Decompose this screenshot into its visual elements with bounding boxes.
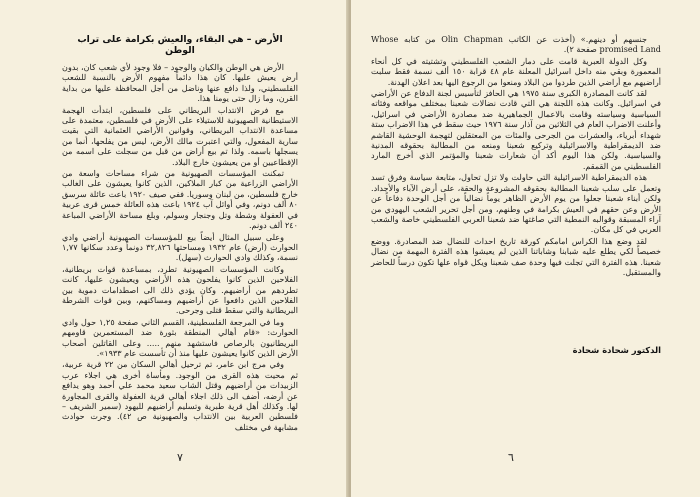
paragraph: الأرض هي الوطن والكيان والوجود – فلا وجود لأي شعب كان، بدون أرض يعيش عليها. كان هذا دائماً مفهوم الأرض بالنسبة للشعب الفلسطيني، ولذا دافع عنها وناضل من أجل المحافظة عليها من بداية القرن، وما زال حتى يومنا هذا.	[62, 62, 298, 104]
right-page	[351, 0, 700, 497]
author-signature: الدكتور شحادة شحادة	[572, 345, 661, 355]
paragraph: وفي مرج ابن عامر، تم ترحيل أهالي السكان من ٢٢ قرية عربية، ثم محيت هذه القرى من الوجود. ومأساة أخرى هي اجلاء عرب الزبيدات من أراضيهم وقتل الشاب سعيد محمد علي أحمد وهو يدافع عن أرضه، أضف الى ذلك اجلاء أهالي قرية العفولة والقرى المجاورة لها. وكذلك أهل قرية طبرية وتسليم أراضيهم لليهود (سمير الشريف – فلسطين العربية بين الانتداب والصهيونية ص ٤٢). وجرت حوادث مشابهة في مختلف	[62, 359, 299, 432]
left-page-body	[62, 62, 298, 433]
paragraph: هذه الديمقراطية الاسرائيلية التي حاولت ولا تزل تحاول، متابعة سياسة وفرق تسد وتعمل على سلب شعبنا المطالبة بحقوقه المشروعة والحقة، على أرض الآباء والأجداد. ولكن أبناء شعبنا جعلوا من يوم الأرض الظاهر يوماً نضالياً من أجل الوحدة دفاعاً عن الأرض وعن حقهم في العيش بكرامة في وطنهم، ومن أجل تحرير الشعب اليهودي من آراء المسبقة وقوالبه النمطية التي صاغتها ضد شعبنا العربي الفلسطيني خاصة والشعب العربي في كل مكان.	[371, 172, 661, 235]
paragraph: لقد كانت المصادرة الكبرى سنة ١٩٧٥ هي الحافز لتأسيس لجنة الدفاع عن الأراضي في اسرائيل. وكانت هذه اللجنة هي التي قادت نضالات شعبنا بمختلف مواقعه وفئاته السياسية وسياسته وقامت بالاعمال الجماهيرية ضد مصادرة الأراضي في اسرائيل، وأعلنت الاضراب العام في الثلاثين من آذار سنة ١٩٧٦ حيث سقط في هذا الاضراب ستة شهداء أبرياء، والعشرات من الجرحى والمئات من المعتقلين لتهجمة الوحشية القاشم ضد الديمقراطية والاسرائيلية وتركيع شعبنا ومنعه من المطالبة بحقوقه المدنية والسياسية. ولكن هذا اليوم أكد أن شعارات شعبنا والمؤتمر الذي أخرج المارد الفلسطيني من القمقم.	[371, 88, 661, 171]
paragraph: تمكنت المؤسسات الصهيونية من شراء مساحات واسعة من الأراضي الزراعية من كبار الملاكين، الذين كانوا يعيشون على الغالب خارج فلسطين، من لبنان وسوريا. ففي صيف ١٩٢٠ باعت عائلة سرسق ٨٠ ألف دونم، وفي أوائل آب ١٩٢٤ باعت هذه العائلة خمس قرى عربية في العفولة وشطة وتل وجنجار وسولم، وبلغ مساحة الأراضي المباعة ٢٤٠ ألف دونم.	[62, 168, 299, 231]
paragraph: وكل الدولة العبرية قامت على دمار الشعب الفلسطيني وتشتيته في كل أنحاء المعمورة وبقي منه داخل اسرائيل المعلنة عام ٤٨ قرابة ١٥٠ ألف نسمة فقط سلبت أراضيهم مع أراضي الذين طردوا من البلاد ومنعوا من الرجوع اليها بعد اعلان الهدنة.	[371, 55, 662, 87]
paragraph: مع فرض الانتداب البريطاني على فلسطين، ابتدأت الهجمة الاستيطانية الصهيونية للاستيلاء على الأرض في فلسطين، معتمدة على مساعدة الانتداب البريطاني، وقوانين الأراضي العثمانية التي بقيت سارية المفعول، والتي اعتبرت مالك الأرض، ليس من يفلحها، أنما من يسجلها باسمه. ولذا تم بيع أراض من قبل من سجلت على اسمه من الإقطاعيين أو من يعيشون خارج البلاد.	[62, 104, 298, 167]
paragraph: وما في المرجعة الفلسطينية، القسم الثاني صفحة ١,٢٥ حول وادي الحوارث: «قام أهالي المنطقة بثورة ضد المستعمرين قاومهم البريطانيون بالرصاص فاستشهد منهم ..... وعلى القاتلين أصحاب الأرض الذين كانوا يعيشون عليها منذ أن تأسست عام ١٩٣٣».	[62, 316, 298, 358]
left-page	[0, 0, 349, 497]
paragraph: جنسهم أو دينهم.» (أخذت عن الكاتب Olin Chapman من كتابه Whose promised Land صفحة ٢).	[371, 34, 661, 55]
page-title: الأرض – هي البقاء، والعيش بكرامة على تراب الوطن	[77, 34, 283, 56]
paragraph: وعلى سبيل المثال أيضاً بيع للمؤسسات الصهيونية أراضي وادي الحوارث (أرض) عام ١٩٣٢ ومساحتها ٣٢,٨٢٦ دونماً وعدد سكانها ١,٧٧ نسمة، وكذلك وادي الحوارث (سهل).	[62, 231, 299, 263]
page-number: ٦	[508, 451, 514, 464]
paragraph: لقد وضع هذا الكراس امامكم كورقة تاريخ احداث للنضال ضد المصادرة. ووضع خصيصاً لكي يطلع عليه شبابنا وشاباتنا الذين لم يعيشوا هذه الفترة المهمة من نضال شعبنا. هذه الفترة التي تجلت فيها وحدة صف شعبنا ويكل قواه علها تكون درساً للحاضر والمستقبل.	[371, 235, 661, 277]
page-number: ٧	[177, 451, 183, 464]
paragraph: وكانت المؤسسات الصهيونية تطرد، بمساعدة قوات بريطانية، الفلاحين الذين كانوا يفلحون هذه الأراضي ويعيشون عليها، كانت تطردهم من أراضيهم. وكان يؤدي ذلك الى اصطدامات دموية بين الفلاحين الذين دافعوا عن أراضيهم ومساكنهم، وبين قوات الشرطة البريطانية والتي سقط قتلى وجرحى.	[62, 263, 298, 316]
right-page-body	[371, 34, 661, 278]
